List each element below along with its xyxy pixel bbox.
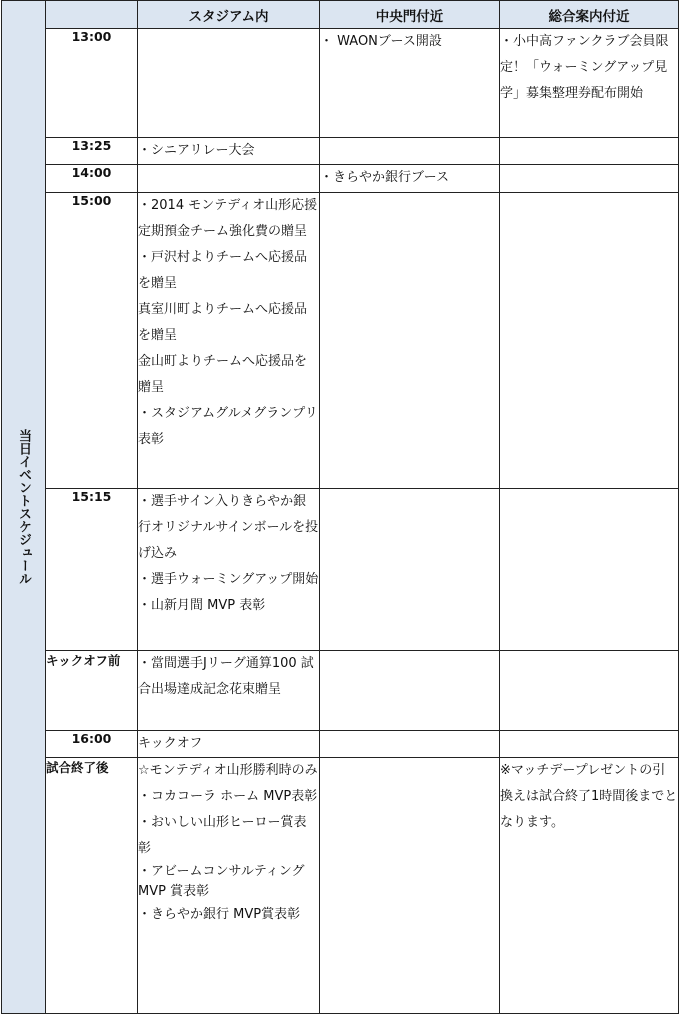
stadium-cell	[138, 165, 320, 193]
event-item: ・ WAONブース開設	[320, 34, 442, 49]
event-item: ・2014 モンテディオ山形応援定期預金チーム強化費の贈呈	[138, 198, 318, 239]
event-item: 真室川町よりチームへ応援品を贈呈	[138, 302, 308, 343]
event-item: ・小中高ファンクラブ会員限定！「ウォーミングアップ見学」募集整理券配布開始	[500, 34, 669, 101]
table-row	[2, 193, 679, 489]
central-cell	[320, 731, 500, 758]
table-row	[2, 29, 679, 138]
event-item: ・スタジアムグルメグランプリ表彰	[138, 406, 318, 447]
event-item: ☆モンテディオ山形勝利時のみ	[138, 763, 318, 778]
time-cell: 16:00	[46, 731, 138, 758]
header-information-desk: 総合案内付近	[500, 1, 679, 29]
stadium-cell	[138, 758, 320, 1014]
central-cell	[320, 758, 500, 1014]
event-item: 金山町よりチームへ応援品を贈呈	[138, 354, 308, 395]
stadium-cell	[138, 138, 320, 165]
info-cell	[500, 651, 679, 731]
header-time	[46, 1, 138, 29]
time-cell: 14:00	[46, 165, 138, 193]
time-cell: 13:25	[46, 138, 138, 165]
event-item: ・コカコーラ ホーム MVP表彰	[138, 789, 318, 804]
stadium-cell	[138, 29, 320, 138]
stadium-cell	[138, 193, 320, 489]
table-row	[2, 489, 679, 651]
header-row	[2, 1, 679, 29]
info-cell	[500, 138, 679, 165]
central-cell	[320, 29, 500, 138]
event-item: ・當間選手Jリーグ通算100 試合出場達成記念花束贈呈	[138, 656, 314, 697]
central-cell	[320, 138, 500, 165]
info-cell	[500, 489, 679, 651]
table-row	[2, 758, 679, 1014]
stadium-cell	[138, 489, 320, 651]
info-cell	[500, 29, 679, 138]
stadium-cell	[138, 651, 320, 731]
event-item: ・おいしい山形ヒーロー賞表彰	[138, 815, 307, 856]
event-item: キックオフ	[138, 736, 203, 751]
table-row	[2, 731, 679, 758]
time-cell: 15:15	[46, 489, 138, 651]
time-cell: 13:00	[46, 29, 138, 138]
event-item: ・山新月間 MVP 表彰	[138, 598, 266, 613]
event-item: ・シニアリレー大会	[138, 143, 255, 158]
event-schedule-table	[1, 0, 679, 1014]
stadium-cell	[138, 731, 320, 758]
info-cell	[500, 165, 679, 193]
event-item: ・選手サイン入りきらやか銀行オリジナルサインボールを投げ込み	[138, 494, 319, 561]
time-cell: キックオフ前	[46, 651, 138, 731]
header-central-gate: 中央門付近	[320, 1, 500, 29]
central-cell	[320, 651, 500, 731]
header-stadium: スタジアム内	[138, 1, 320, 29]
table-row	[2, 138, 679, 165]
event-item: ・アビームコンサルティング MVP 賞表彰	[138, 864, 305, 899]
info-cell	[500, 193, 679, 489]
central-cell	[320, 193, 500, 489]
time-cell: 試合終了後	[46, 758, 138, 1014]
central-cell	[320, 489, 500, 651]
time-cell: 15:00	[46, 193, 138, 489]
event-item: ・きらやか銀行ブース	[320, 170, 449, 185]
table-row	[2, 165, 679, 193]
event-item: ・きらやか銀行 MVP賞表彰	[138, 907, 301, 922]
info-cell	[500, 758, 679, 1014]
event-item: ・戸沢村よりチームへ応援品を贈呈	[138, 250, 308, 291]
side-label: 当日イベントスケジュール	[2, 1, 46, 1014]
info-cell	[500, 731, 679, 758]
central-cell	[320, 165, 500, 193]
event-item: ・選手ウォーミングアップ開始	[138, 572, 319, 587]
event-item: ※マッチデープレゼントの引換えは試合終了1時間後までとなります。	[500, 763, 678, 830]
table-row	[2, 651, 679, 731]
